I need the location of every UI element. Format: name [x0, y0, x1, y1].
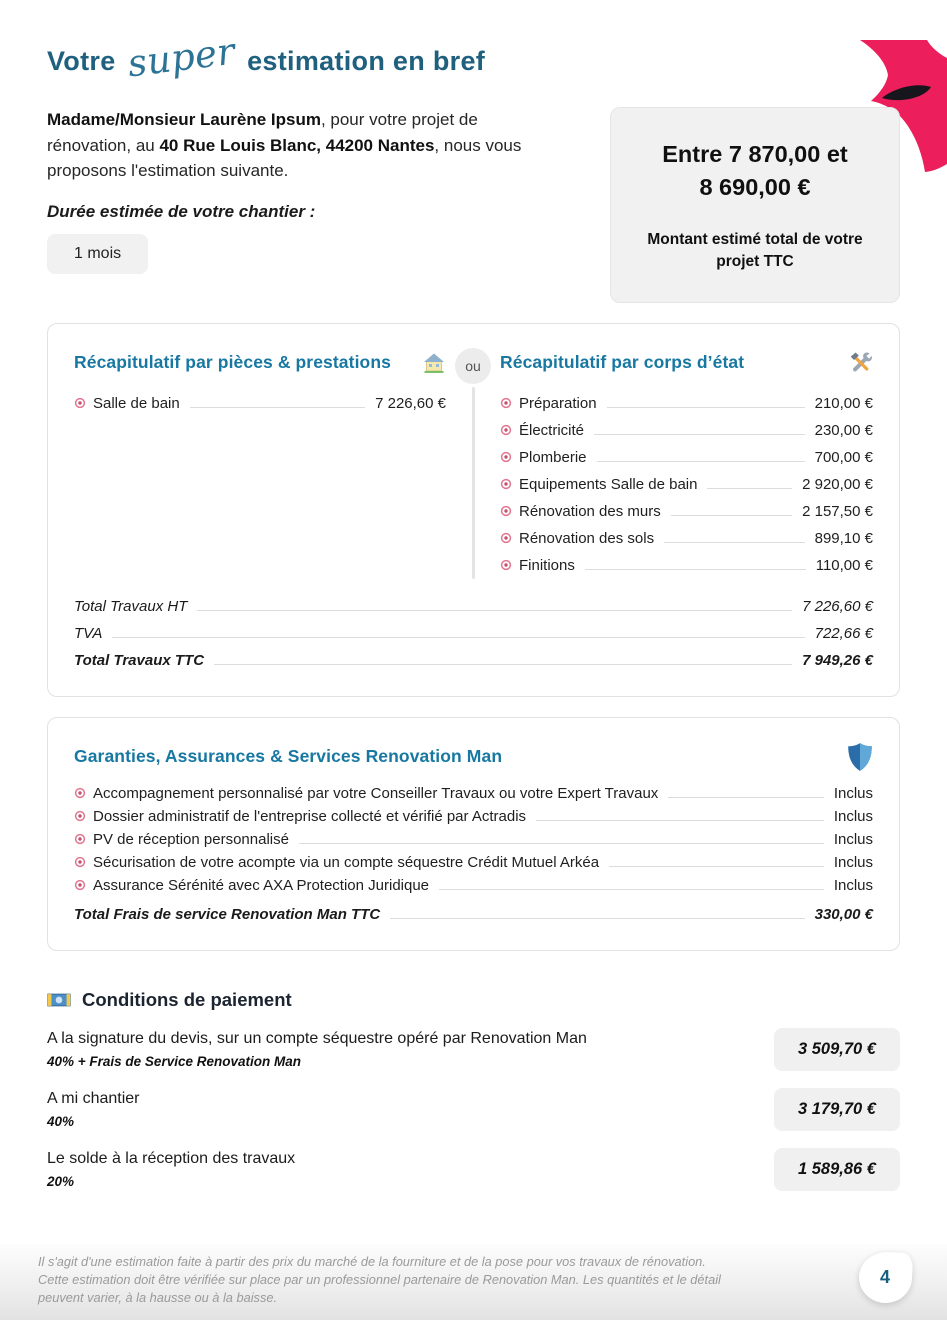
trade-item — [500, 529, 873, 548]
recap-by-room-title: Récapitulatif par pièces & prestations — [74, 352, 391, 373]
disclaimer-text: Il s'agit d'une estimation faite à partir des prix du marché de la fourniture et de la pose pour vos travaux de rénovation. Cette estimation doit être vérifiée sur place par un professionnel partenaire de Renovation Man. Les quantités et le détail peuvent varier, à la hausse ou à la baisse. — [38, 1254, 721, 1306]
trade-label: Rénovation des murs — [519, 502, 661, 520]
payment-section — [47, 989, 900, 1191]
recap-by-trade-title: Récapitulatif par corps d’état — [500, 352, 745, 373]
duration-badge: 1 mois — [47, 234, 148, 274]
guarantee-value: Inclus — [833, 853, 873, 871]
payment-row — [47, 1028, 900, 1071]
payment-label: A la signature du devis, sur un compte séquestre opéré par Renovation Man — [47, 1029, 587, 1047]
guarantee-value: Inclus — [833, 784, 873, 802]
leader-line — [668, 779, 824, 798]
estimate-caption: Montant estimé total de votre projet TTC — [647, 230, 863, 271]
leader-line — [707, 470, 792, 489]
guarantee-label: PV de réception personnalisé — [93, 830, 289, 848]
trade-label: Finitions — [519, 556, 575, 574]
page-title — [47, 29, 900, 86]
trade-amount: 700,00 € — [814, 448, 873, 466]
trade-label: Plomberie — [519, 448, 587, 466]
room-amount: 7 226,60 € — [375, 394, 446, 412]
trade-item — [500, 475, 873, 494]
trade-label: Rénovation des sols — [519, 529, 655, 547]
trade-label: Equipements Salle de bain — [519, 475, 698, 493]
total-row-tva — [74, 624, 873, 643]
total-amount: 7 949,26 € — [802, 651, 873, 669]
title-part-1: Votre — [47, 46, 116, 76]
estimate-amount: Entre 7 870,00 et 8 690,00 € — [662, 141, 848, 201]
leader-line — [607, 389, 805, 408]
leader-line — [594, 416, 805, 435]
guarantee-item — [74, 830, 873, 849]
total-label: TVA — [74, 624, 103, 642]
leader-line — [585, 551, 806, 570]
total-amount: 7 226,60 € — [802, 597, 873, 615]
payment-label: A mi chantier — [47, 1089, 140, 1107]
target-pin-icon — [500, 532, 512, 544]
room-label: Salle de bain — [93, 394, 180, 412]
target-pin-icon — [74, 879, 86, 891]
target-pin-icon — [500, 424, 512, 436]
shield-icon — [847, 742, 873, 772]
estimate-total-box — [610, 107, 900, 303]
target-pin-icon — [74, 856, 86, 868]
payment-label: Le solde à la réception des travaux — [47, 1149, 296, 1167]
trade-label: Électricité — [519, 421, 585, 439]
leader-line — [671, 497, 792, 516]
trade-item — [500, 502, 873, 521]
trade-item — [500, 421, 873, 440]
leader-line — [439, 871, 824, 890]
payment-header — [47, 989, 900, 1011]
payment-sublabel: 40% + Frais de Service Renovation Man — [47, 1053, 301, 1069]
project-address: 40 Rue Louis Blanc, 44200 Nantes — [159, 135, 435, 155]
target-pin-icon — [500, 505, 512, 517]
hammer-wrench-icon — [848, 350, 873, 375]
leader-line — [609, 848, 824, 867]
leader-line — [597, 443, 805, 462]
guarantee-value: Inclus — [833, 807, 873, 825]
payment-amount-badge: 3 179,70 € — [774, 1088, 900, 1131]
client-name: Madame/Monsieur Laurène Ipsum — [47, 110, 321, 129]
target-pin-icon — [500, 478, 512, 490]
guarantees-total-row — [74, 905, 873, 924]
guarantee-label: Assurance Sérénité avec AXA Protection Juridique — [93, 876, 430, 894]
trade-amount: 2 920,00 € — [802, 475, 873, 493]
leader-line — [214, 646, 792, 665]
total-amount: 722,66 € — [814, 624, 873, 642]
room-item — [74, 394, 446, 413]
leader-line — [197, 592, 792, 611]
title-script-word: super — [124, 29, 237, 86]
page-number-badge — [858, 1251, 914, 1305]
guarantees-card — [47, 717, 900, 951]
payment-sublabel: 40% — [47, 1113, 75, 1129]
page-footer — [0, 1244, 947, 1320]
page-number: 4 — [880, 1266, 891, 1287]
intro-text-block — [47, 107, 552, 274]
total-row-ht — [74, 597, 873, 616]
trade-amount: 210,00 € — [814, 394, 873, 412]
target-pin-icon — [74, 397, 86, 409]
trade-amount: 2 157,50 € — [802, 502, 873, 520]
trade-item — [500, 448, 873, 467]
leader-line — [664, 524, 805, 543]
guarantee-label: Dossier administratif de l'entreprise collecté et vérifié par Actradis — [93, 807, 527, 825]
target-pin-icon — [74, 810, 86, 822]
guarantees-list — [74, 784, 873, 924]
guarantee-item — [74, 876, 873, 895]
trade-amount: 230,00 € — [814, 421, 873, 439]
house-icon — [422, 351, 446, 375]
guarantees-title: Garanties, Assurances & Services Renovation Man — [74, 746, 503, 767]
column-divider — [446, 348, 500, 579]
title-part-2: estimation en bref — [247, 46, 486, 76]
target-pin-icon — [74, 787, 86, 799]
payment-sublabel: 20% — [47, 1173, 75, 1189]
trade-item — [500, 556, 873, 575]
payment-row-text — [47, 1030, 587, 1069]
payment-row — [47, 1088, 900, 1131]
payment-row — [47, 1148, 900, 1191]
trade-label: Préparation — [519, 394, 597, 412]
guarantee-value: Inclus — [833, 876, 873, 894]
target-pin-icon — [500, 397, 512, 409]
guarantee-label: Sécurisation de votre acompte via un compte séquestre Crédit Mutuel Arkéa — [93, 853, 600, 871]
leader-line — [299, 825, 824, 844]
recap-by-room-column — [74, 348, 446, 579]
intro-paragraph: Madame/Monsieur Laurène Ipsum, pour votre projet de rénovation, au 40 Rue Louis Blanc, 44200 Nantes, nous vous proposons l'estimation suivante. — [47, 110, 522, 180]
leader-line — [190, 389, 365, 408]
payment-row-text — [47, 1090, 139, 1129]
trade-amount: 110,00 € — [815, 556, 873, 574]
guarantees-total-label: Total Frais de service Renovation Man TTC — [74, 905, 381, 923]
guarantee-item — [74, 853, 873, 872]
target-pin-icon — [74, 833, 86, 845]
payment-title: Conditions de paiement — [82, 988, 292, 1010]
trade-amount: 899,10 € — [814, 529, 873, 547]
target-pin-icon — [500, 559, 512, 571]
guarantee-value: Inclus — [833, 830, 873, 848]
estimation-page — [0, 29, 947, 1191]
guarantee-item — [74, 784, 873, 803]
leader-line — [112, 619, 804, 638]
leader-line — [536, 802, 824, 821]
total-label: Total Travaux HT — [74, 597, 188, 615]
or-badge: ou — [455, 348, 491, 384]
recap-by-trade-column — [500, 348, 873, 579]
total-label: Total Travaux TTC — [74, 651, 205, 669]
divider-line — [472, 387, 475, 579]
guarantee-label: Accompagnement personnalisé par votre Conseiller Travaux ou votre Expert Travaux — [93, 784, 659, 802]
recap-totals — [74, 597, 873, 670]
trade-item — [500, 394, 873, 413]
guarantees-total-amount: 330,00 € — [814, 905, 873, 923]
payment-row-text — [47, 1150, 295, 1189]
banknote-icon — [47, 991, 71, 1009]
intro-section — [47, 107, 900, 303]
payment-amount-badge: 1 589,86 € — [774, 1148, 900, 1191]
guarantee-item — [74, 807, 873, 826]
target-pin-icon — [500, 451, 512, 463]
recap-card — [47, 323, 900, 697]
duration-label: Durée estimée de votre chantier : — [47, 201, 316, 221]
total-row-ttc — [74, 651, 873, 670]
payment-amount-badge: 3 509,70 € — [774, 1028, 900, 1071]
leader-line — [390, 900, 804, 919]
